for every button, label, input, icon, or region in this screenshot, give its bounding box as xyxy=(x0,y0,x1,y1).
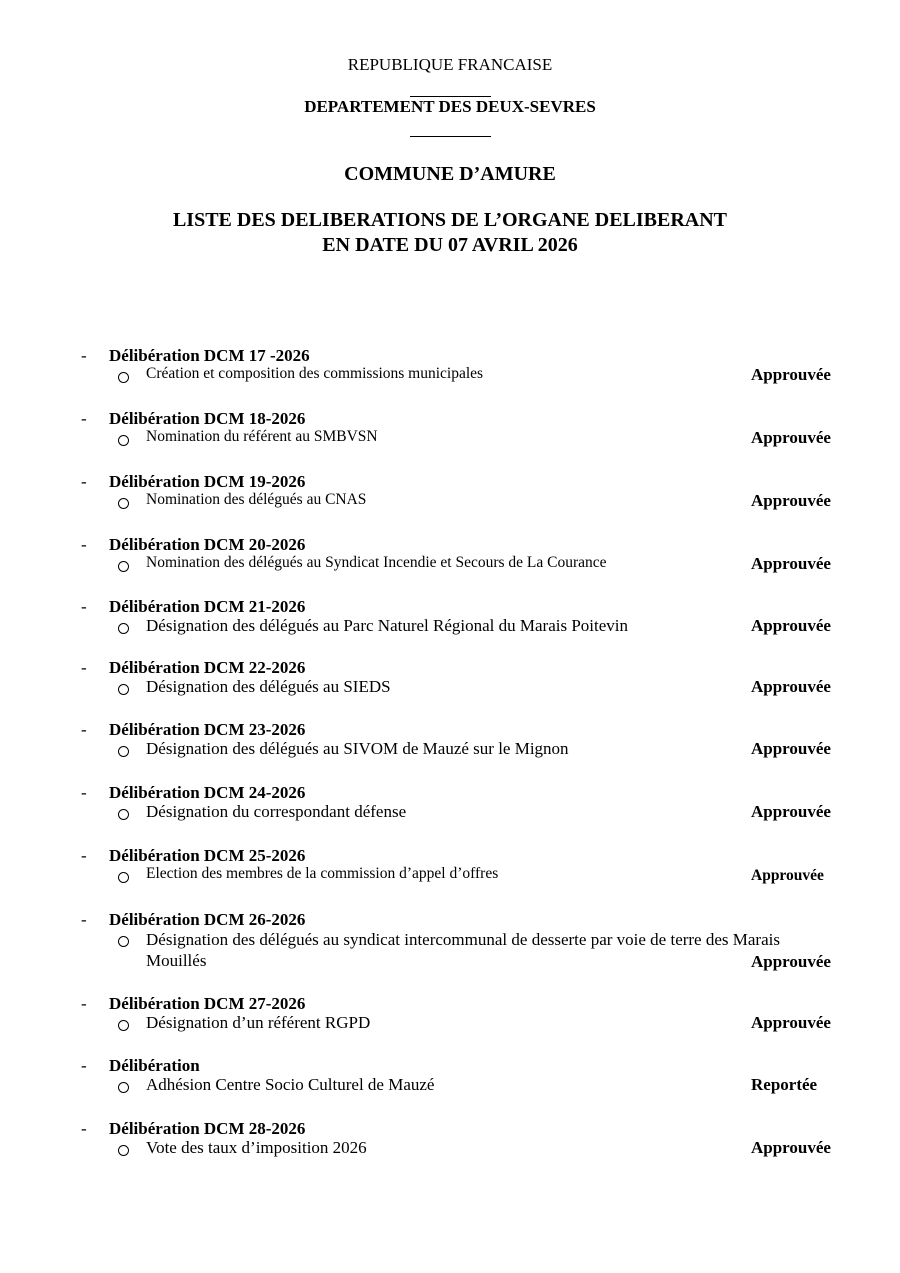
deliberation-description: Désignation du correspondant défense xyxy=(146,802,407,821)
deliberation-title: Délibération DCM 22-2026 xyxy=(109,658,306,677)
deliberation-status: Approuvée xyxy=(751,952,831,971)
deliberation-description: Désignation des délégués au SIVOM de Mauzé sur le Mignon xyxy=(146,739,569,758)
circle-bullet-icon xyxy=(118,372,129,383)
deliberation-status: Approuvée xyxy=(751,428,831,447)
deliberation-title: Délibération DCM 23-2026 xyxy=(109,720,306,739)
commune-heading: COMMUNE D’AMURE xyxy=(344,163,556,185)
deliberation-description: Désignation d’un référent RGPD xyxy=(146,1013,371,1032)
list-dash: - xyxy=(81,472,87,491)
list-dash: - xyxy=(81,994,87,1013)
list-dash: - xyxy=(81,1056,87,1075)
list-dash: - xyxy=(81,720,87,739)
deliberation-status: Approuvée xyxy=(751,365,831,384)
list-title-line-1: LISTE DES DELIBERATIONS DE L’ORGANE DELIBERANT xyxy=(172,209,728,231)
circle-bullet-icon xyxy=(118,1020,129,1031)
list-dash: - xyxy=(81,783,87,802)
deliberation-title: Délibération DCM 21-2026 xyxy=(109,597,306,616)
list-dash: - xyxy=(81,658,87,677)
circle-bullet-icon xyxy=(118,746,129,757)
deliberation-status: Approuvée xyxy=(751,554,831,573)
deliberation-status: Approuvée xyxy=(751,616,831,635)
circle-bullet-icon xyxy=(118,684,129,695)
deliberation-title: Délibération DCM 28-2026 xyxy=(109,1119,306,1138)
deliberation-title: Délibération DCM 18-2026 xyxy=(109,409,306,428)
deliberation-title: Délibération DCM 26-2026 xyxy=(109,910,306,929)
republic-heading: REPUBLIQUE FRANCAISE xyxy=(347,55,553,74)
deliberation-status: Approuvée xyxy=(751,739,831,758)
circle-bullet-icon xyxy=(118,809,129,820)
list-title-line-2: EN DATE DU 07 AVRIL 2026 xyxy=(322,234,578,256)
list-title xyxy=(0,208,900,258)
deliberation-description: Nomination des délégués au CNAS xyxy=(146,491,367,508)
deliberation-status: Reportée xyxy=(751,1075,818,1094)
circle-bullet-icon xyxy=(118,1145,129,1156)
department-heading: DEPARTEMENT DES DEUX-SEVRES xyxy=(304,97,596,116)
deliberation-description: Nomination des délégués au Syndicat Incendie et Secours de La Courance xyxy=(146,554,607,571)
deliberation-status: Approuvée xyxy=(751,1138,831,1157)
circle-bullet-icon xyxy=(118,561,129,572)
deliberation-title: Délibération DCM 25-2026 xyxy=(109,846,306,865)
list-dash: - xyxy=(81,846,87,865)
deliberation-title: Délibération DCM 27-2026 xyxy=(109,994,306,1013)
circle-bullet-icon xyxy=(118,623,129,634)
deliberation-status: Approuvée xyxy=(751,491,831,510)
deliberation-description: Nomination du référent au SMBVSN xyxy=(146,428,378,445)
circle-bullet-icon xyxy=(118,435,129,446)
deliberation-title: Délibération DCM 17 -2026 xyxy=(109,346,310,365)
circle-bullet-icon xyxy=(118,1082,129,1093)
list-dash: - xyxy=(81,535,87,554)
deliberation-status: Approuvée xyxy=(751,802,831,821)
deliberation-title: Délibération DCM 20-2026 xyxy=(109,535,306,554)
circle-bullet-icon xyxy=(118,498,129,509)
header-divider-2 xyxy=(410,136,491,137)
deliberation-description: Désignation des délégués au SIEDS xyxy=(146,677,391,696)
deliberation-status: Approuvée xyxy=(751,1013,831,1032)
deliberation-status: Approuvée xyxy=(751,867,824,884)
deliberation-description: Adhésion Centre Socio Culturel de Mauzé xyxy=(146,1075,435,1094)
deliberation-title: Délibération DCM 19-2026 xyxy=(109,472,306,491)
deliberation-title: Délibération DCM 24-2026 xyxy=(109,783,306,802)
list-dash: - xyxy=(81,346,87,365)
list-dash: - xyxy=(81,409,87,428)
list-dash: - xyxy=(81,597,87,616)
deliberation-description: Désignation des délégués au syndicat intercommunal de desserte par voie de terre des Marais Mouillés xyxy=(146,930,780,970)
deliberation-description: Election des membres de la commission d’appel d’offres xyxy=(146,865,499,882)
list-dash: - xyxy=(81,1119,87,1138)
deliberation-status: Approuvée xyxy=(751,677,831,696)
deliberation-description: Création et composition des commissions municipales xyxy=(146,365,484,382)
deliberation-description: Vote des taux d’imposition 2026 xyxy=(146,1138,367,1157)
circle-bullet-icon xyxy=(118,872,129,883)
deliberation-title: Délibération xyxy=(109,1056,200,1075)
deliberation-description: Désignation des délégués au Parc Naturel Régional du Marais Poitevin xyxy=(146,616,629,635)
list-dash: - xyxy=(81,910,87,929)
circle-bullet-icon xyxy=(118,936,129,947)
